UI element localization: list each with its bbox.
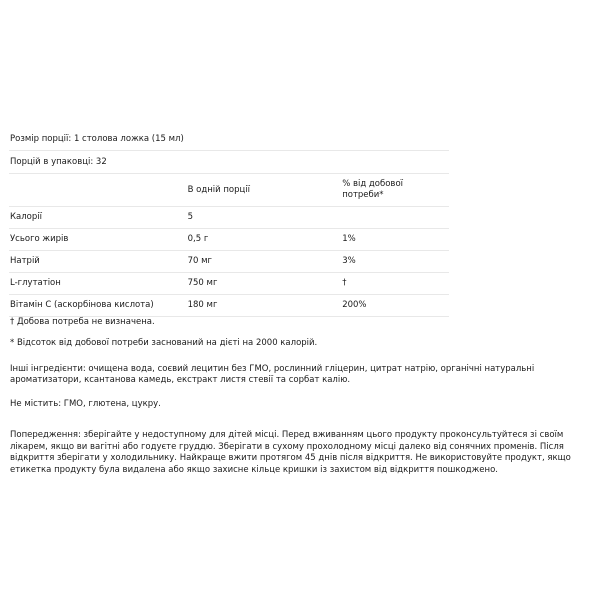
footnote-percent: * Відсоток від добової потреби заснований на дієті на 2000 калорій.	[10, 338, 318, 348]
warning-text: Попередження: зберігайте у недоступному для дітей місці. Перед вживанням цього продукту проконсультуйтеся зі своїм лікарем, якщо ви вагітні або годуєте груддю. Зберігати в сухому прохолодному місці далеко від сонячних променів. Після відкриття зберігати у холодильнику. Найкраще вжити протягом 45 днів після відкриття. Не використовуйте продукт, якщо етикетка продукту була видалена або якщо захисне кільце кришки із захистом від відкриття пошкоджено.	[10, 430, 571, 475]
table-header-row	[9, 174, 449, 207]
header-nutrient	[9, 174, 188, 207]
nutrient-daily-value	[342, 207, 449, 229]
ingredients-text: Інші інгредієнти: очищена вода, соєвий лецитин без ГМО, рослинний гліцерин, цитрат натрію, органічні натуральні ароматизатори, ксантанова камедь, екстракт листя стевії та сорбат калію.	[10, 364, 535, 385]
nutrient-name: L-глутатіон	[9, 273, 188, 295]
table-row	[9, 295, 449, 317]
nutrient-daily-value: 3%	[342, 251, 449, 273]
header-per-serving: В одній порції	[188, 174, 343, 207]
nutrient-name: Натрій	[9, 251, 188, 273]
servings-per-container-row	[9, 151, 449, 174]
header-daily-value	[342, 174, 449, 207]
nutrient-amount: 180 мг	[188, 295, 343, 317]
nutrient-amount: 750 мг	[188, 273, 343, 295]
table-row	[9, 207, 449, 229]
nutrient-daily-value: 200%	[342, 295, 449, 317]
servings-per-container: Порцій в упаковці: 32	[9, 151, 449, 174]
nutrient-amount: 5	[188, 207, 343, 229]
serving-size: Розмір порції: 1 столова ложка (15 мл)	[9, 128, 449, 151]
table-row	[9, 273, 449, 295]
supplement-facts-table	[9, 128, 449, 317]
nutrient-daily-value: 1%	[342, 229, 449, 251]
nutrient-name: Вітамін C (аскорбінова кислота)	[9, 295, 188, 317]
nutrient-daily-value: †	[342, 273, 449, 295]
header-daily-value-line1: % від добової	[342, 179, 404, 190]
footnote-dagger: † Добова потреба не визначена.	[10, 317, 155, 327]
table-row	[9, 251, 449, 273]
nutrient-amount: 70 мг	[188, 251, 343, 273]
free-from-text: Не містить: ГМО, глютена, цукру.	[10, 399, 161, 409]
nutrient-name: Калорії	[9, 207, 188, 229]
nutrient-name: Усього жирів	[9, 229, 188, 251]
nutrient-amount: 0,5 г	[188, 229, 343, 251]
header-daily-value-line2: потреби*	[342, 190, 384, 200]
serving-size-row	[9, 128, 449, 151]
table-row	[9, 229, 449, 251]
